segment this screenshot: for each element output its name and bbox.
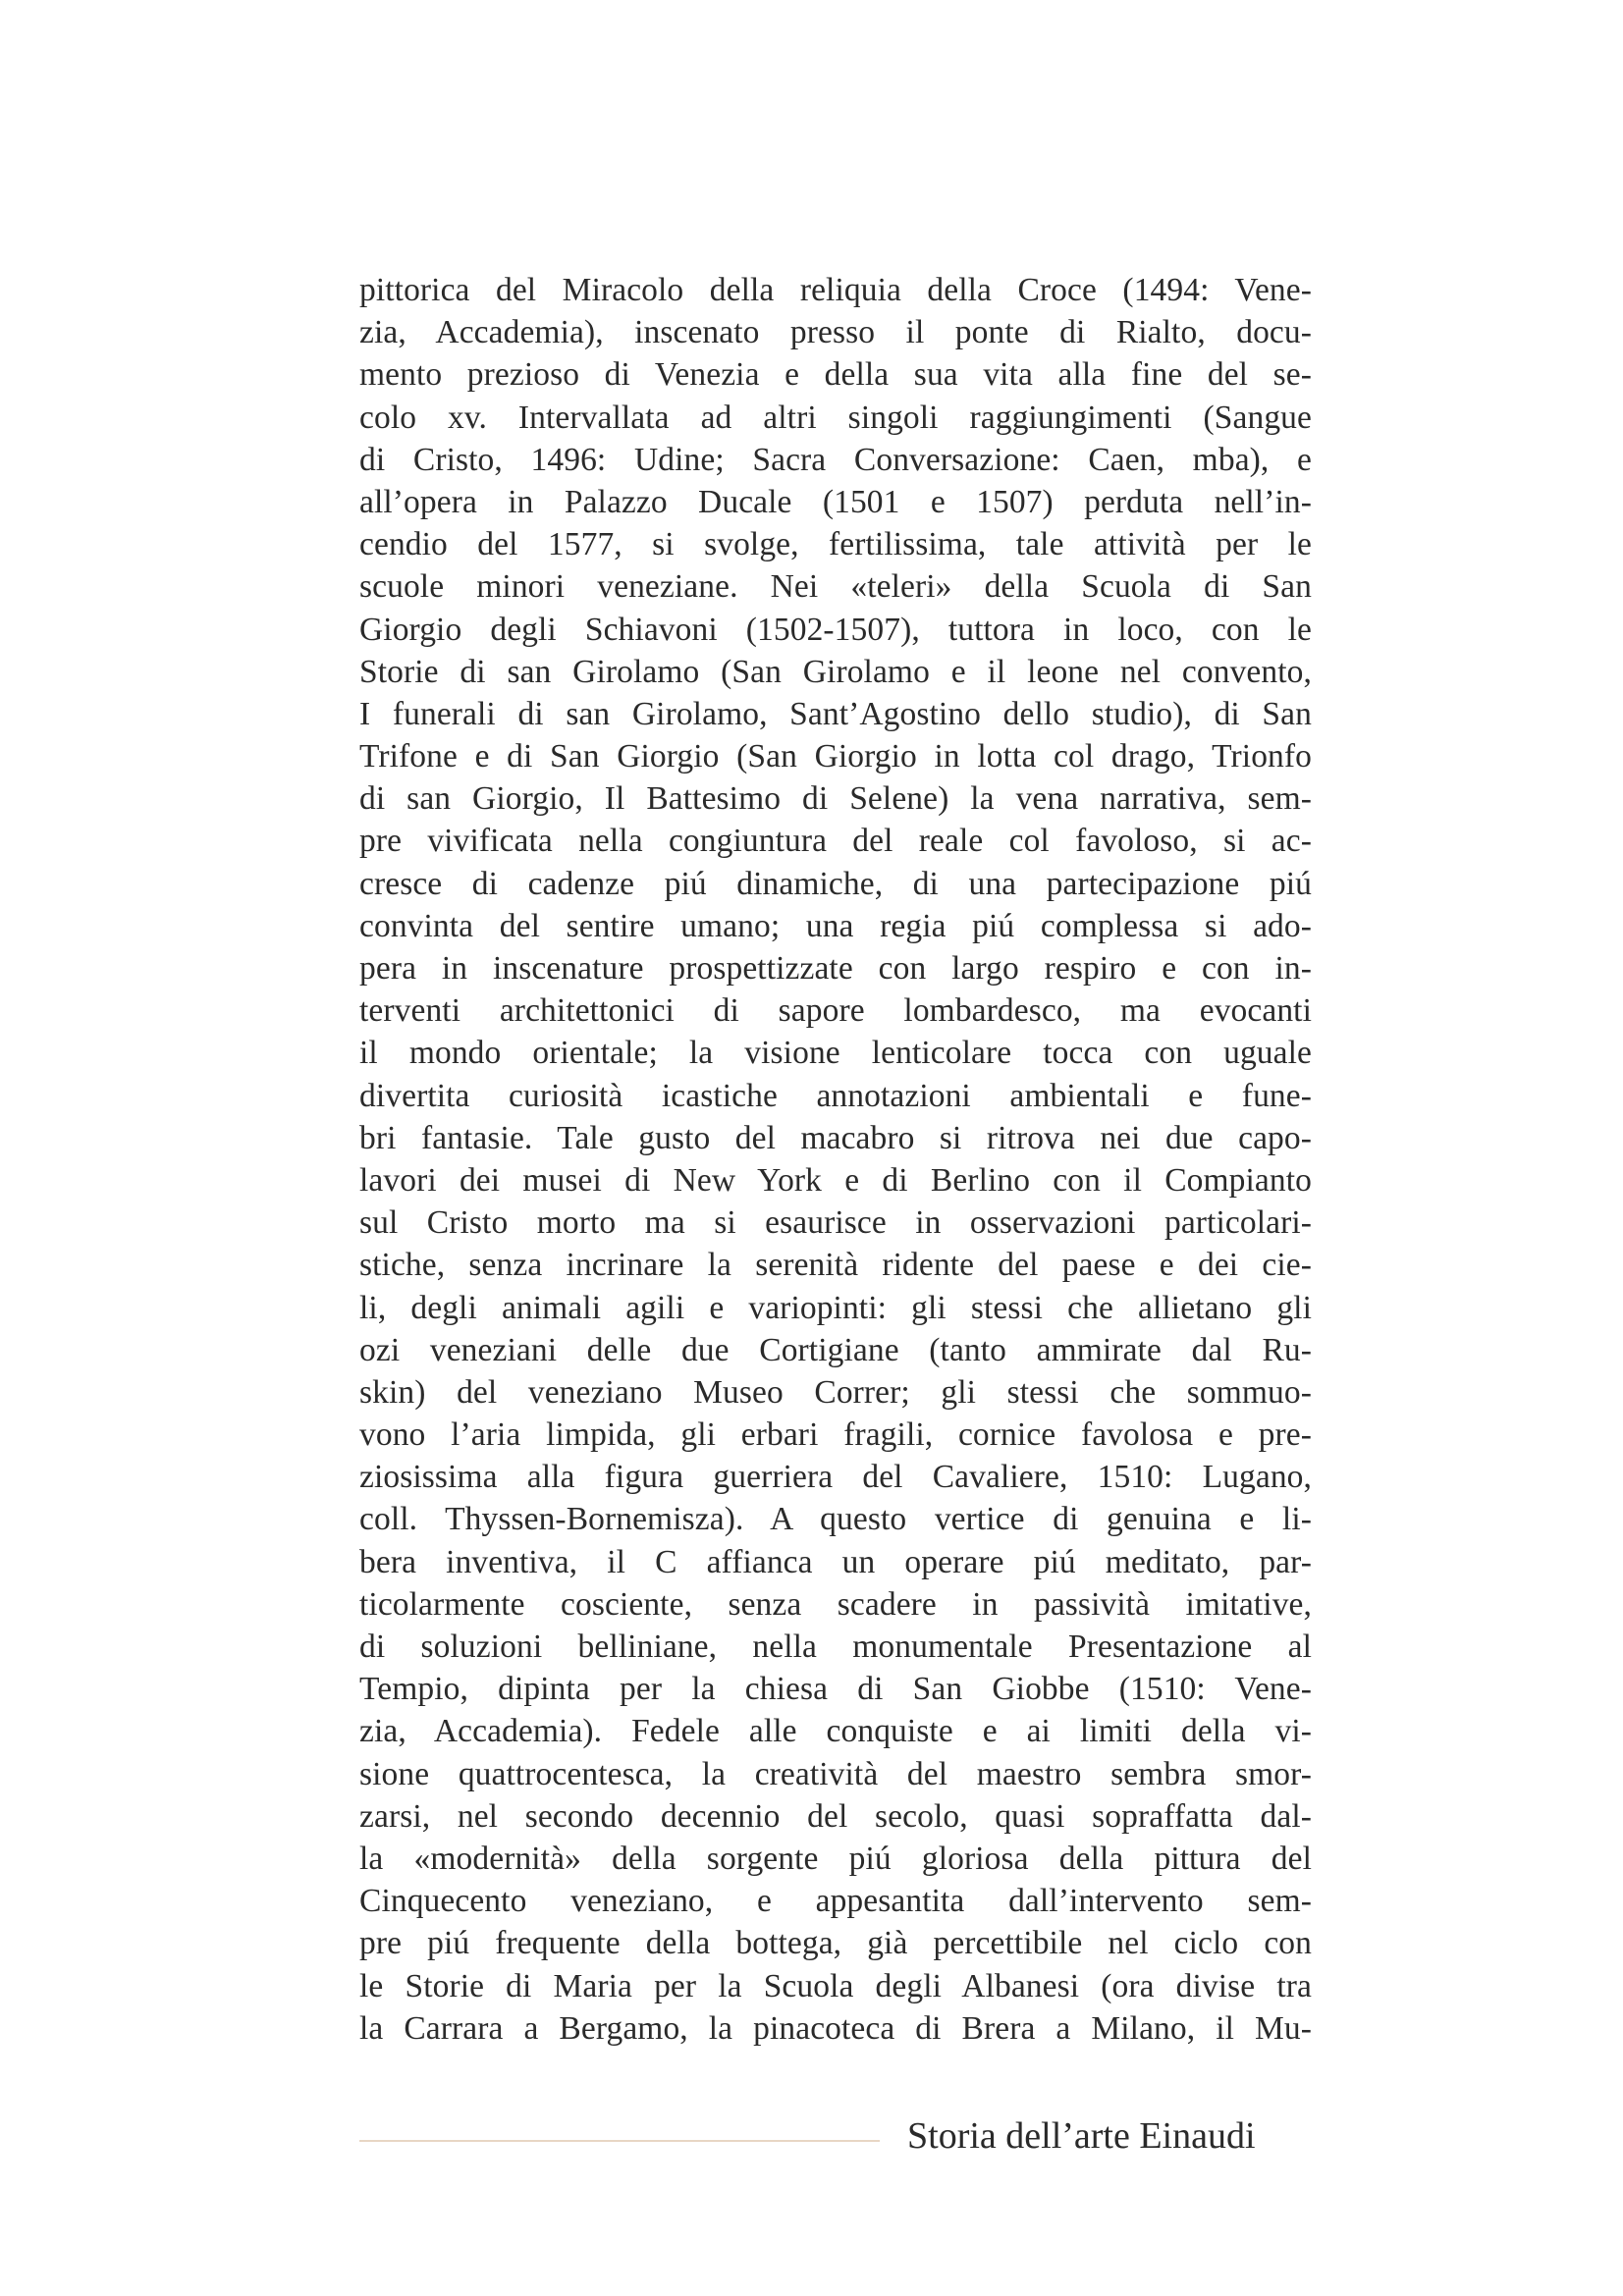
text-line: pre vivificata nella congiuntura del reale col favoloso, si ac- xyxy=(359,823,1312,860)
text-line: cresce di cadenze piú dinamiche, di una partecipazione piú xyxy=(359,865,1312,902)
text-line: lavori dei musei di New York e di Berlino con il Compianto xyxy=(359,1161,1312,1199)
text-line: Tempio, dipinta per la chiesa di San Giobbe (1510: Vene- xyxy=(359,1671,1312,1708)
body-text xyxy=(359,269,1312,2050)
text-line: la «modernità» della sorgente piú gloriosa della pittura del xyxy=(359,1840,1312,1877)
text-line: zia, Accademia), inscenato presso il ponte di Rialto, docu- xyxy=(359,314,1312,351)
text-line: colo xv. Intervallata ad altri singoli raggiungimenti (Sangue xyxy=(359,399,1312,436)
text-line: sul Cristo morto ma si esaurisce in osservazioni particolari- xyxy=(359,1204,1312,1242)
text-line: mento prezioso di Venezia e della sua vita alla fine del se- xyxy=(359,356,1312,394)
text-line: bri fantasie. Tale gusto del macabro si ritrova nei due capo- xyxy=(359,1119,1312,1156)
text-line: ozi veneziani delle due Cortigiane (tanto ammirate dal Ru- xyxy=(359,1331,1312,1368)
text-line: divertita curiosità icastiche annotazioni ambientali e fune- xyxy=(359,1077,1312,1114)
text-line: li, degli animali agili e variopinti: gli stessi che allietano gli xyxy=(359,1289,1312,1326)
text-line: Giorgio degli Schiavoni (1502-1507), tuttora in loco, con le xyxy=(359,611,1312,648)
text-line: skin) del veneziano Museo Correr; gli stessi che sommuo- xyxy=(359,1373,1312,1411)
text-line: zia, Accademia). Fedele alle conquiste e ai limiti della vi- xyxy=(359,1713,1312,1750)
text-line: coll. Thyssen-Bornemisza). A questo vertice di genuina e li- xyxy=(359,1501,1312,1538)
text-line: pre piú frequente della bottega, già percettibile nel ciclo con xyxy=(359,1925,1312,1962)
text-line: la Carrara a Bergamo, la pinacoteca di Brera a Milano, il Mu- xyxy=(359,2009,1312,2047)
footer-rule xyxy=(359,2140,880,2142)
text-line: di Cristo, 1496: Udine; Sacra Conversazione: Caen, mba), e xyxy=(359,441,1312,478)
text-line: cendio del 1577, si svolge, fertilissima, tale attività per le xyxy=(359,526,1312,563)
text-line: ticolarmente cosciente, senza scadere in passività imitative, xyxy=(359,1585,1312,1623)
footer-title: Storia dell’arte Einaudi xyxy=(907,2115,1256,2157)
text-line: pittorica del Miracolo della reliquia della Croce (1494: Vene- xyxy=(359,272,1312,308)
text-line: il mondo orientale; la visione lenticolare tocca con uguale xyxy=(359,1035,1312,1072)
text-line: Storie di san Girolamo (San Girolamo e il leone nel convento, xyxy=(359,653,1312,690)
text-line: vono l’aria limpida, gli erbari fragili, cornice favolosa e pre- xyxy=(359,1416,1312,1454)
text-line: terventi architettonici di sapore lombardesco, ma evocanti xyxy=(359,992,1312,1030)
text-line: di soluzioni belliniane, nella monumentale Presentazione al xyxy=(359,1629,1312,1665)
text-line: all’opera in Palazzo Ducale (1501 e 1507) perduta nell’in- xyxy=(359,483,1312,520)
text-line: ziosissima alla figura guerriera del Cavaliere, 1510: Lugano, xyxy=(359,1459,1312,1496)
text-line: Cinquecento veneziano, e appesantita dall’intervento sem- xyxy=(359,1883,1312,1920)
text-line: di san Giorgio, Il Battesimo di Selene) la vena narrativa, sem- xyxy=(359,780,1312,818)
text-line: bera inventiva, il C affianca un operare piú meditato, par- xyxy=(359,1543,1312,1580)
text-line: I funerali di san Girolamo, Sant’Agostino dello studio), di San xyxy=(359,695,1312,732)
text-line: sione quattrocentesca, la creatività del maestro sembra smor- xyxy=(359,1755,1312,1792)
text-line: le Storie di Maria per la Scuola degli Albanesi (ora divise tra xyxy=(359,1967,1312,2004)
text-line: Trifone e di San Giorgio (San Giorgio in lotta col drago, Trionfo xyxy=(359,738,1312,775)
text-line: zarsi, nel secondo decennio del secolo, quasi sopraffatta dal- xyxy=(359,1797,1312,1835)
text-line: pera in inscenature prospettizzate con largo respiro e con in- xyxy=(359,950,1312,987)
text-line: scuole minori veneziane. Nei «teleri» della Scuola di San xyxy=(359,568,1312,606)
text-line: convinta del sentire umano; una regia piú complessa si ado- xyxy=(359,907,1312,944)
text-line: stiche, senza incrinare la serenità ridente del paese e dei cie- xyxy=(359,1247,1312,1284)
